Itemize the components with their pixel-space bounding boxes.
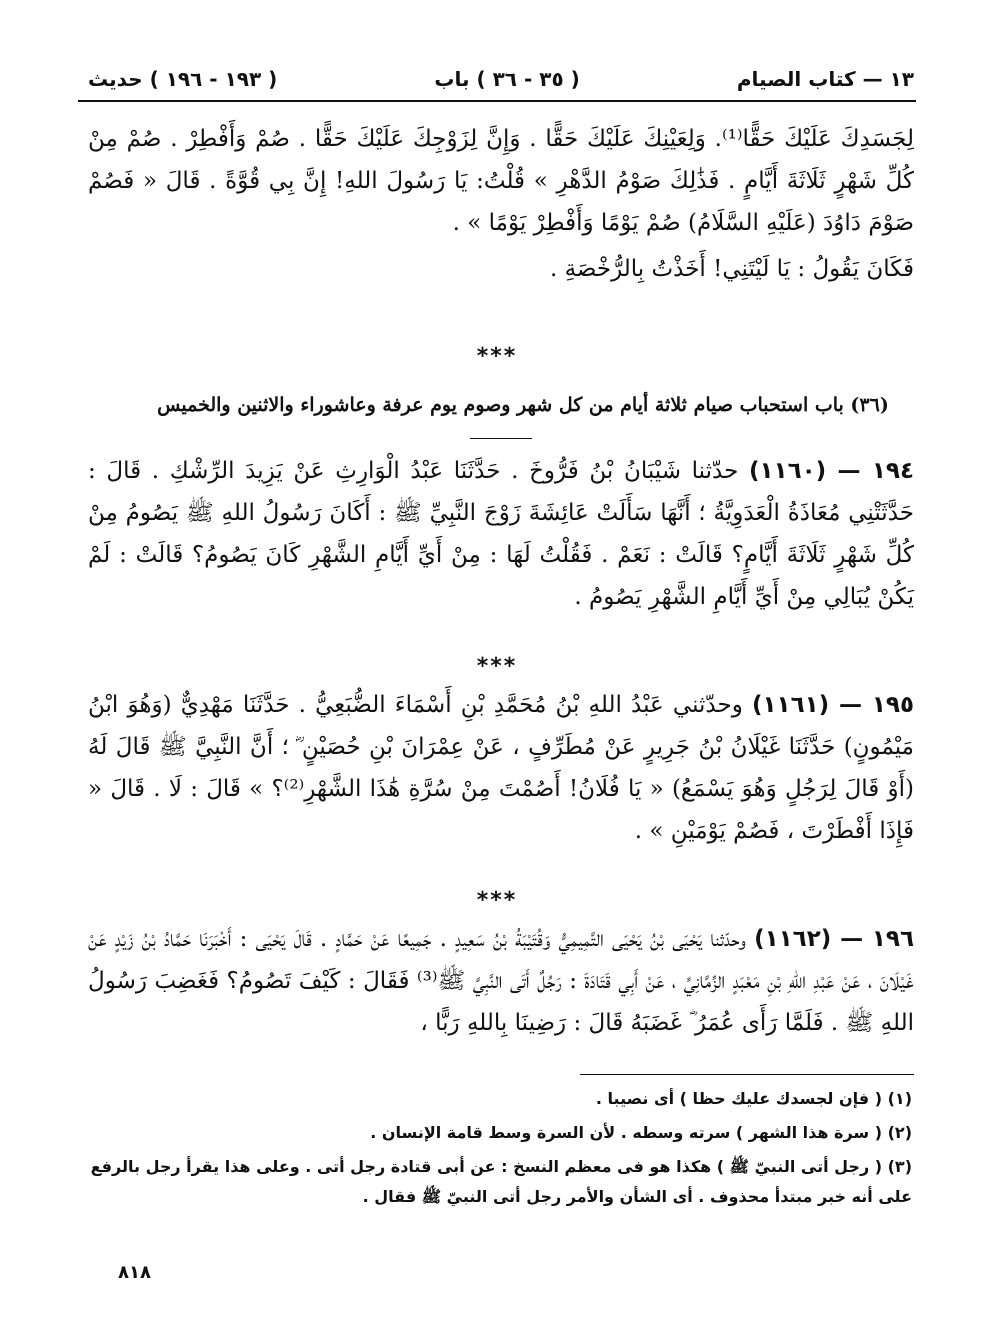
hadith-196-number: ١٩٦ — (١١٦٢) xyxy=(754,926,914,952)
hadith-195 xyxy=(88,684,914,852)
hadith-195-text xyxy=(88,684,914,852)
continuation-closing: فَكَانَ يَقُولُ : يَا لَيْتَنِي! أَخَذْتُ بِالرُّخْصَةِ . xyxy=(549,256,914,282)
footnotes xyxy=(88,1084,912,1216)
footnote-3: (٣) ( رجل أتى النبيّ ﷺ ) هكذا هو فى معظم النسخ : عن أبى قتادة رجل أتى . وعلى هذا يقرأ رجل بالرفع على أنه خبر مبتدأ محذوف . أى الشأن والأمر رجل أتى النبيّ ﷺ فقال . xyxy=(90,1157,912,1206)
hadith-196-text xyxy=(88,918,914,1044)
footnote-2: (٢) ( سرة هذا الشهر ) سرته وسطه . لأن السرة وسط قامة الإنسان . xyxy=(370,1123,912,1142)
footnote-rule xyxy=(580,1074,914,1075)
hadith-194 xyxy=(88,450,914,618)
footnote-1: (١) ( فإن لجسدك عليك حظا ) أى نصيبا . xyxy=(595,1089,912,1108)
page-number: ٨١٨ xyxy=(118,1262,151,1283)
separator-stars: *** xyxy=(476,654,518,679)
hadith-194-body: حدّثنا شَيْبَانُ بْنُ فَرُّوخَ . حَدَّثَنَا عَبْدُ الْوَارِثِ عَنْ يَزِيدَ الرِّشْكِ . قَالَ : حَدَّثَتْنِي مُعَاذَةُ الْعَدَوِيَّةُ ؛ أَنَّهَا سَأَلَتْ عَائِشَةَ زَوْجَ النَّبِيِّ ﷺ : أَكَانَ رَسُولُ اللهِ ﷺ يَصُومُ مِنْ كُلِّ شَهْرٍ ثَلَاثَةَ أَيَّامٍ؟ قَالَتْ : نَعَمْ . فَقُلْتُ لَهَا : مِنْ أَيِّ أَيَّامِ الشَّهْرِ كَانَ يَصُومُ؟ قَالَتْ : لَمْ يَكُنْ يُبَالِي مِنْ أَيِّ أَيَّامِ الشَّهْرِ يَصُومُ . xyxy=(88,458,914,610)
header-hadith-range: ( ١٩٣ - ١٩٦ ) حديث xyxy=(88,67,278,91)
continuation-block xyxy=(88,118,914,290)
hadith-194-number: ١٩٤ — (١١٦٠) xyxy=(748,458,915,484)
separator-stars: *** xyxy=(476,888,518,913)
header-book-title: ١٣ — كتاب الصيام xyxy=(736,67,914,91)
continuation-text: لِجَسَدِكَ عَلَيْكَ حَقًّا⁽¹⁾. وَلِعَيْنِكَ عَلَيْكَ حَقًّا . وَإِنَّ لِزَوْجِكَ عَلَيْكَ حَقًّا . صُمْ وَأَفْطِرْ . صُمْ مِنْ كُلِّ شَهْرٍ ثَلَاثَةَ أَيَّامٍ . فَذَٰلِكَ صَوْمُ الدَّهْرِ » قُلْتُ: يَا رَسُولَ اللهِ! إِنَّ بِي قُوَّةً . قَالَ « فَصُمْ صَوْمَ دَاوُدَ (عَلَيْهِ السَّلَامُ) صُمْ يَوْمًا وَأَفْطِرْ يَوْمًا » . xyxy=(88,126,914,236)
hadith-196-body: وحدّثنا يَحْيَى بْنُ يَحْيَى التَّمِيمِيُّ وَقُتَيْبَةُ بْنُ سَعِيدٍ . جَمِيعًا عَنْ حَمَّادٍ . قَالَ يَحْيَى : أَخْبَرَنَا حَمَّادُ بْنُ زَيْدٍ عَنْ غَيْلَانَ ، عَنْ عَبْدِ اللهِ بْنِ مَعْبَدٍ الزِّمَّانِيِّ ، عَنْ أَبِي قَتَادَةَ : رَجُلٌ أَتَى النَّبِيَّ ﷺ⁽³⁾ فَقَالَ : كَيْفَ تَصُومُ؟ فَغَضِبَ رَسُولُ اللهِ ﷺ . فَلَمَّا رَأَى عُمَرُ ؓ غَضَبَهُ قَالَ : رَضِينَا بِاللهِ رَبًّا ، xyxy=(88,926,914,1036)
separator-stars: *** xyxy=(476,344,518,369)
chapter-heading: (٣٦) باب استحباب صيام ثلاثة أيام من كل شهر وصوم يوم عرفة وعاشوراء والاثنين والخميس xyxy=(157,394,889,416)
running-header xyxy=(88,62,914,96)
chapter-rule xyxy=(470,438,532,439)
header-chapter-range: ( ٣٥ - ٣٦ ) باب xyxy=(434,67,580,91)
hadith-194-text xyxy=(88,450,914,618)
hadith-195-number: ١٩٥ — (١١٦١) xyxy=(752,692,915,718)
header-rule xyxy=(78,100,916,102)
hadith-196 xyxy=(88,918,914,1044)
hadith-195-body: وحدّثني عَبْدُ اللهِ بْنُ مُحَمَّدِ بْنِ أَسْمَاءَ الضُّبَعِيُّ . حَدَّثَنَا مَهْدِيٌّ (وَهُوَ ابْنُ مَيْمُونٍ) حَدَّثَنَا غَيْلَانُ بْنُ جَرِيرٍ عَنْ مُطَرِّفٍ ، عَنْ عِمْرَانَ بْنِ حُصَيْنٍ ؓ ؛ أَنَّ النَّبِيَّ ﷺ قَالَ لَهُ (أَوْ قَالَ لِرَجُلٍ وَهُوَ يَسْمَعُ) « يَا فُلَانُ! أَصُمْتَ مِنْ سُرَّةِ هَٰذَا الشَّهْرِ⁽²⁾؟ » قَالَ : لَا . قَالَ « فَإِذَا أَفْطَرْتَ ، فَصُمْ يَوْمَيْنِ » . xyxy=(88,692,914,844)
